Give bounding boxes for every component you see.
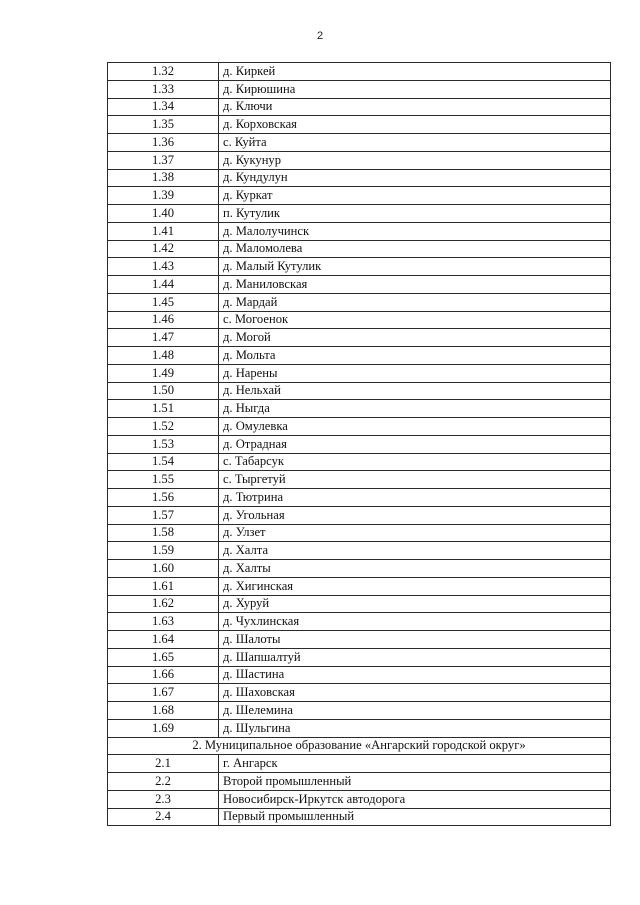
row-number-cell: 1.69	[108, 719, 219, 737]
table-row	[108, 222, 611, 240]
table-row	[108, 524, 611, 542]
row-number-cell: 1.33	[108, 80, 219, 98]
table-row	[108, 542, 611, 560]
table-row	[108, 205, 611, 223]
row-number-cell: 1.64	[108, 631, 219, 649]
row-number-cell: 1.57	[108, 506, 219, 524]
row-number-cell: 1.38	[108, 169, 219, 187]
table-row	[108, 489, 611, 507]
table-row	[108, 187, 611, 205]
row-number-cell: 1.46	[108, 311, 219, 329]
table-row	[108, 666, 611, 684]
settlement-name-cell: д. Могой	[219, 329, 611, 347]
table-row	[108, 116, 611, 134]
row-number-cell: 1.43	[108, 258, 219, 276]
table-row	[108, 240, 611, 258]
table-row	[108, 347, 611, 365]
settlement-name-cell: д. Куркат	[219, 187, 611, 205]
table-row	[108, 560, 611, 578]
row-number-cell: 1.56	[108, 489, 219, 507]
row-number-cell: 1.50	[108, 382, 219, 400]
settlements-table-body	[108, 63, 611, 826]
settlement-name-cell: д. Шаховская	[219, 684, 611, 702]
row-number-cell: 1.47	[108, 329, 219, 347]
settlement-name-cell: д. Мольта	[219, 347, 611, 365]
table-row	[108, 134, 611, 152]
page-number: 2	[316, 30, 324, 42]
settlement-name-cell: д. Маниловская	[219, 276, 611, 294]
section-header-row	[108, 737, 611, 755]
row-number-cell: 2.3	[108, 790, 219, 808]
row-number-cell: 1.40	[108, 205, 219, 223]
settlement-name-cell: д. Корховская	[219, 116, 611, 134]
row-number-cell: 1.60	[108, 560, 219, 578]
section-title: 2. Муниципальное образование «Ангарский городской округ»	[108, 737, 611, 755]
settlement-name-cell: п. Кутулик	[219, 205, 611, 223]
table-row	[108, 80, 611, 98]
table-row	[108, 400, 611, 418]
settlement-name-cell: д. Шульгина	[219, 719, 611, 737]
settlement-name-cell: д. Малолучинск	[219, 222, 611, 240]
row-number-cell: 1.67	[108, 684, 219, 702]
row-number-cell: 1.35	[108, 116, 219, 134]
table-row	[108, 311, 611, 329]
table-row	[108, 329, 611, 347]
row-number-cell: 1.39	[108, 187, 219, 205]
settlement-name-cell: д. Чухлинская	[219, 613, 611, 631]
settlement-name-cell: д. Хигинская	[219, 577, 611, 595]
table-row	[108, 418, 611, 436]
table-row	[108, 98, 611, 116]
table-row	[108, 808, 611, 826]
table-row	[108, 702, 611, 720]
table-row	[108, 790, 611, 808]
table-row	[108, 453, 611, 471]
row-number-cell: 2.1	[108, 755, 219, 773]
row-number-cell: 1.51	[108, 400, 219, 418]
row-number-cell: 1.32	[108, 63, 219, 81]
row-number-cell: 1.55	[108, 471, 219, 489]
table-row	[108, 648, 611, 666]
settlement-name-cell: Второй промышленный	[219, 773, 611, 791]
row-number-cell: 1.44	[108, 276, 219, 294]
settlement-name-cell: д. Халта	[219, 542, 611, 560]
table-row	[108, 364, 611, 382]
settlement-name-cell: д. Хуруй	[219, 595, 611, 613]
row-number-cell: 1.65	[108, 648, 219, 666]
row-number-cell: 1.48	[108, 347, 219, 365]
row-number-cell: 1.41	[108, 222, 219, 240]
table-row	[108, 631, 611, 649]
table-row	[108, 258, 611, 276]
table-row	[108, 719, 611, 737]
settlement-name-cell: д. Улзет	[219, 524, 611, 542]
table-row	[108, 773, 611, 791]
settlement-name-cell: с. Табарсук	[219, 453, 611, 471]
row-number-cell: 1.36	[108, 134, 219, 152]
settlement-name-cell: г. Ангарск	[219, 755, 611, 773]
table-row	[108, 755, 611, 773]
settlement-name-cell: д. Кундулун	[219, 169, 611, 187]
row-number-cell: 1.49	[108, 364, 219, 382]
settlement-name-cell: д. Шелемина	[219, 702, 611, 720]
settlement-name-cell: д. Нарены	[219, 364, 611, 382]
row-number-cell: 1.42	[108, 240, 219, 258]
row-number-cell: 1.66	[108, 666, 219, 684]
table-row	[108, 63, 611, 81]
settlement-name-cell: д. Тютрина	[219, 489, 611, 507]
row-number-cell: 1.34	[108, 98, 219, 116]
row-number-cell: 1.45	[108, 293, 219, 311]
row-number-cell: 1.52	[108, 418, 219, 436]
settlement-name-cell: с. Могоенок	[219, 311, 611, 329]
row-number-cell: 1.58	[108, 524, 219, 542]
settlement-name-cell: д. Омулевка	[219, 418, 611, 436]
table-row	[108, 169, 611, 187]
row-number-cell: 2.2	[108, 773, 219, 791]
row-number-cell: 1.37	[108, 151, 219, 169]
table-row	[108, 684, 611, 702]
table-row	[108, 577, 611, 595]
table-row	[108, 151, 611, 169]
row-number-cell: 1.61	[108, 577, 219, 595]
row-number-cell: 1.53	[108, 435, 219, 453]
settlement-name-cell: д. Ключи	[219, 98, 611, 116]
settlement-name-cell: д. Маломолева	[219, 240, 611, 258]
settlement-name-cell: д. Шастина	[219, 666, 611, 684]
row-number-cell: 1.59	[108, 542, 219, 560]
settlement-name-cell: д. Шалоты	[219, 631, 611, 649]
row-number-cell: 1.54	[108, 453, 219, 471]
settlement-name-cell: д. Шапшалтуй	[219, 648, 611, 666]
table-row	[108, 506, 611, 524]
settlement-name-cell: д. Халты	[219, 560, 611, 578]
table-row	[108, 276, 611, 294]
settlement-name-cell: Первый промышленный	[219, 808, 611, 826]
settlement-name-cell: д. Ныгда	[219, 400, 611, 418]
settlements-table	[107, 62, 611, 826]
settlement-name-cell: д. Кирюшина	[219, 80, 611, 98]
settlement-name-cell: д. Кукунур	[219, 151, 611, 169]
settlement-name-cell: д. Отрадная	[219, 435, 611, 453]
settlement-name-cell: д. Нельхай	[219, 382, 611, 400]
settlement-name-cell: с. Куйта	[219, 134, 611, 152]
table-row	[108, 382, 611, 400]
settlement-name-cell: Новосибирск-Иркутск автодорога	[219, 790, 611, 808]
table-row	[108, 293, 611, 311]
settlement-name-cell: д. Малый Кутулик	[219, 258, 611, 276]
settlement-name-cell: д. Мардай	[219, 293, 611, 311]
row-number-cell: 1.68	[108, 702, 219, 720]
table-row	[108, 435, 611, 453]
row-number-cell: 1.62	[108, 595, 219, 613]
settlement-name-cell: д. Угольная	[219, 506, 611, 524]
row-number-cell: 1.63	[108, 613, 219, 631]
table-row	[108, 471, 611, 489]
table-row	[108, 613, 611, 631]
settlement-name-cell: с. Тыргетуй	[219, 471, 611, 489]
row-number-cell: 2.4	[108, 808, 219, 826]
table-row	[108, 595, 611, 613]
settlement-name-cell: д. Киркей	[219, 63, 611, 81]
